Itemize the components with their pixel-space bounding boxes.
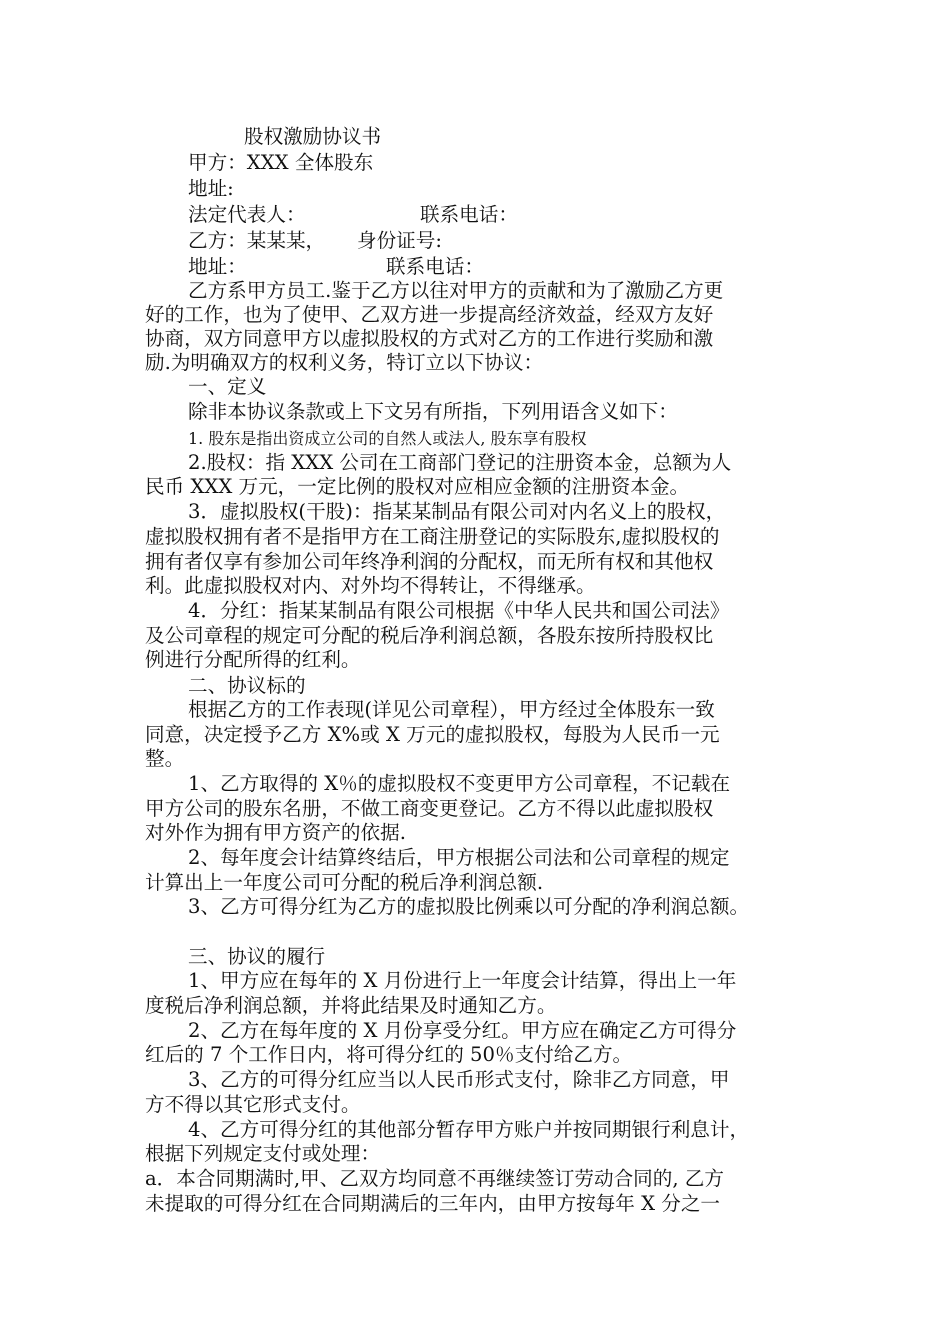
paragraph-line: 1、乙方取得的 X％的虚拟股权不变更甲方公司章程，不记载在 <box>188 772 731 795</box>
paragraph-line: 拥有者仅享有参加公司年终净利润的分配权，而无所有权和其他权 <box>145 550 714 573</box>
section-heading: 三、协议的履行 <box>188 945 326 968</box>
paragraph-line: 4、乙方可得分红的其他部分暂存甲方账户并按同期银行利息计， <box>188 1118 750 1141</box>
paragraph-line: 度税后净利润总额，并将此结果及时通知乙方。 <box>145 994 557 1017</box>
paragraph-line: 协商，双方同意甲方以虚拟股权的方式对乙方的工作进行奖励和激 <box>145 327 714 350</box>
paragraph-line: 除非本协议条款或上下文另有所指，下列用语含义如下： <box>188 400 678 423</box>
paragraph-line: 2.股权：指 XXX 公司在工商部门登记的注册资本金，总额为人 <box>188 451 732 474</box>
party-a-address: 地址: <box>188 177 234 200</box>
paragraph-line: 红后的 7 个工作日内，将可得分红的 50％支付给乙方。 <box>145 1043 633 1066</box>
paragraph-line: 根据乙方的工作表现(详见公司章程），甲方经过全体股东一致 <box>188 698 715 721</box>
section-heading: 一、定义 <box>188 375 267 398</box>
paragraph-line: 3．虚拟股权(干股)：指某某制品有限公司对内名义上的股权， <box>188 500 726 523</box>
paragraph-line: 同意，决定授予乙方 X%或 X 万元的虚拟股权，每股为人民币一元 <box>145 723 720 746</box>
paragraph-line: 计算出上一年度公司可分配的税后净利润总额. <box>145 871 544 894</box>
party-b-phone: 联系电话： <box>386 255 484 278</box>
paragraph-line: 1. 股东是指出资成立公司的自然人或法人, 股东享有股权 <box>188 429 587 448</box>
paragraph-line: 整。 <box>145 747 185 770</box>
paragraph-line: 2、每年度会计结算终结后，甲方根据公司法和公司章程的规定 <box>188 846 730 869</box>
paragraph-line: 根据下列规定支付或处理： <box>145 1142 381 1165</box>
party-a-phone: 联系电话： <box>420 203 518 226</box>
section-heading: 二、协议标的 <box>188 674 306 697</box>
paragraph-line: 民币 XXX 万元，一定比例的股权对应相应金额的注册资本金。 <box>145 475 690 498</box>
paragraph-line: 利。此虚拟股权对内、对外均不得转让，不得继承。 <box>145 574 596 597</box>
paragraph-line: 3、乙方的可得分红应当以人民币形式支付，除非乙方同意，甲 <box>188 1068 730 1091</box>
paragraph-line: 对外作为拥有甲方资产的依据. <box>145 821 406 844</box>
paragraph-line: 4．分红：指某某制品有限公司根据《中华人民共和国公司法》 <box>188 599 730 622</box>
party-b-address: 地址： <box>188 255 247 278</box>
party-a-representative: 法定代表人： <box>188 203 306 226</box>
party-a-name: 甲方：XXX 全体股东 <box>188 151 374 174</box>
document-title: 股权激励协议书 <box>244 125 382 148</box>
paragraph-line: a．本合同期满时,甲、乙双方均同意不再继续签订劳动合同的, 乙方 <box>145 1167 724 1190</box>
paragraph-line: 3、乙方可得分红为乙方的虚拟股比例乘以可分配的净利润总额。 <box>188 895 750 918</box>
paragraph-line: 虚拟股权拥有者不是指甲方在工商注册登记的实际股东,虚拟股权的 <box>145 525 720 548</box>
paragraph-line: 乙方系甲方员工.鉴于乙方以往对甲方的贡献和为了激励乙方更 <box>188 279 724 302</box>
paragraph-line: 及公司章程的规定可分配的税后净利润总额，各股东按所持股权比 <box>145 624 714 647</box>
paragraph-line: 未提取的可得分红在合同期满后的三年内，由甲方按每年 X 分之一 <box>145 1192 721 1215</box>
party-b-name: 乙方：某某某， <box>188 229 326 252</box>
paragraph-line: 方不得以其它形式支付。 <box>145 1093 361 1116</box>
party-b-id: 身份证号: <box>357 229 442 252</box>
paragraph-line: 甲方公司的股东名册，不做工商变更登记。乙方不得以此虚拟股权 <box>145 797 714 820</box>
paragraph-line: 例进行分配所得的红利。 <box>145 648 361 671</box>
paragraph-line: 好的工作，也为了使甲、乙双方进一步提高经济效益，经双方友好 <box>145 303 714 326</box>
paragraph-line: 1、甲方应在每年的 X 月份进行上一年度会计结算，得出上一年 <box>188 969 737 992</box>
paragraph-line: 2、乙方在每年度的 X 月份享受分红。甲方应在确定乙方可得分 <box>188 1019 737 1042</box>
paragraph-line: 励.为明确双方的权利义务，特订立以下协议： <box>145 351 544 374</box>
